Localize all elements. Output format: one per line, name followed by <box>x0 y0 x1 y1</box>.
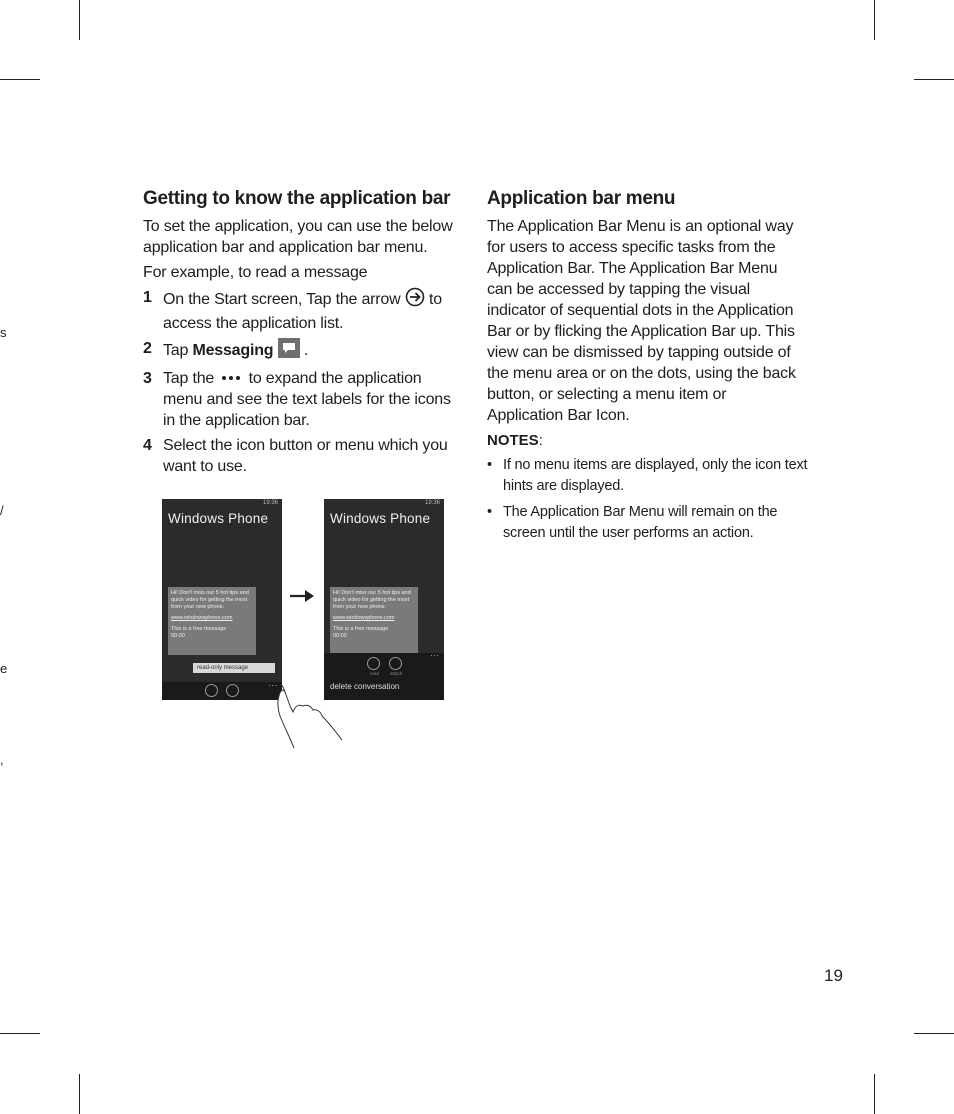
notes-label: NOTES <box>487 432 539 449</box>
edge-letter: / <box>0 503 4 518</box>
bubble-link: www.windowsphone.com <box>171 615 233 621</box>
bubble-footer: This is a free message <box>333 626 389 632</box>
example-paragraph: For example, to read a message <box>143 264 368 281</box>
crop-mark-top-left-h <box>0 79 40 80</box>
arrow-right-icon <box>290 589 316 603</box>
message-bubble <box>330 587 418 655</box>
attach-button[interactable] <box>389 657 402 670</box>
left-column <box>143 186 461 481</box>
application-bar-menu <box>324 649 444 700</box>
step-text: Tap the <box>163 370 215 387</box>
bullet-icon: • <box>487 457 492 473</box>
note-text: If no menu items are displayed, only the icon text hints are displayed. <box>503 457 808 494</box>
read-only-tooltip: read-only message <box>193 663 275 673</box>
step-number: 2 <box>143 340 152 357</box>
phone-screen-before <box>162 499 282 700</box>
edge-letter: , <box>0 752 4 767</box>
step-item <box>143 338 461 364</box>
phone-title: Windows Phone <box>330 511 431 526</box>
bubble-time: 00:00 <box>171 633 185 639</box>
bubble-time: 00:00 <box>333 633 347 639</box>
section-heading: Getting to know the application bar <box>143 188 451 209</box>
crop-mark-bottom-left-v <box>79 1074 80 1114</box>
read-button[interactable] <box>367 657 380 670</box>
step-number: 4 <box>143 437 152 455</box>
steps-list <box>143 287 461 477</box>
edge-letter: e <box>0 661 8 676</box>
phone-screen-after <box>324 499 444 700</box>
status-time: 19:36 <box>424 500 440 506</box>
step-text: Select the icon button or menu which you want to use. <box>163 437 448 476</box>
step-number: 3 <box>143 370 152 387</box>
step-text: Tap <box>163 342 189 360</box>
ellipsis-icon <box>218 368 244 389</box>
edge-letter: s <box>0 325 7 340</box>
bubble-footer: This is a free message <box>171 626 227 632</box>
step-item <box>143 368 461 431</box>
crop-mark-bottom-left-h <box>0 1033 40 1034</box>
note-item <box>487 502 817 544</box>
step-text: On the Start screen, Tap the arrow <box>163 291 401 309</box>
bubble-text: Hi! Don't miss our 5 hot tips and quick video for getting the most from your new phone. <box>171 590 249 610</box>
right-column <box>487 186 817 549</box>
application-bar <box>162 679 282 700</box>
notes-list <box>487 455 817 544</box>
message-bubble <box>168 587 256 655</box>
app-bar-dots[interactable]: ... <box>268 679 278 688</box>
status-time: 19:36 <box>262 500 278 506</box>
read-button-label: read <box>370 671 380 676</box>
bubble-link: www.windowsphone.com <box>333 615 395 621</box>
crop-mark-bottom-right-h <box>914 1033 954 1034</box>
note-text: The Application Bar Menu will remain on the screen until the user performs an action. <box>503 504 778 541</box>
step-item <box>143 435 461 477</box>
app-bar-dots[interactable]: ... <box>430 649 440 658</box>
body-paragraph: The Application Bar Menu is an optional way for users to access specific tasks from the Application Bar. The Application Bar Menu can be accessed by tapping the visual indicator of sequential dots in the Application Bar or by flicking the Application Bar up. This view can be dismissed by tapping outside of the menu area or on the dots, using the back button, or selecting a menu item or Application Bar Icon. <box>487 218 796 424</box>
messaging-icon <box>278 338 300 364</box>
menu-item-delete-conversation[interactable]: delete conversation <box>330 682 400 691</box>
crop-mark-top-left-v <box>79 0 80 40</box>
attach-button[interactable] <box>226 684 239 697</box>
notes-colon: : <box>538 432 543 449</box>
section-heading: Application bar menu <box>487 188 676 209</box>
crop-mark-top-right-h <box>914 79 954 80</box>
phone-title: Windows Phone <box>168 511 269 526</box>
page-number: 19 <box>824 966 843 985</box>
step-item <box>143 287 461 334</box>
intro-paragraph: To set the application, you can use the below application bar and application bar menu. <box>143 218 453 256</box>
step-text: . <box>303 342 309 360</box>
step-text: to expand the application menu and see the text labels for the icons in the application bar. <box>163 370 451 430</box>
step-number: 1 <box>143 289 152 306</box>
bullet-icon: • <box>487 504 492 520</box>
crop-mark-bottom-right-v <box>874 1074 875 1114</box>
circle-arrow-right-icon <box>405 287 425 313</box>
step-text-bold: Messaging <box>192 342 274 360</box>
notes-heading <box>487 430 817 451</box>
crop-mark-top-right-v <box>874 0 875 40</box>
attach-button-label: attach <box>390 671 403 676</box>
bubble-text: Hi! Don't miss our 5 hot tips and quick video for getting the most from your new phone. <box>333 590 411 610</box>
step-text: to access the application list. <box>163 291 442 332</box>
note-item <box>487 455 817 497</box>
read-button[interactable] <box>205 684 218 697</box>
